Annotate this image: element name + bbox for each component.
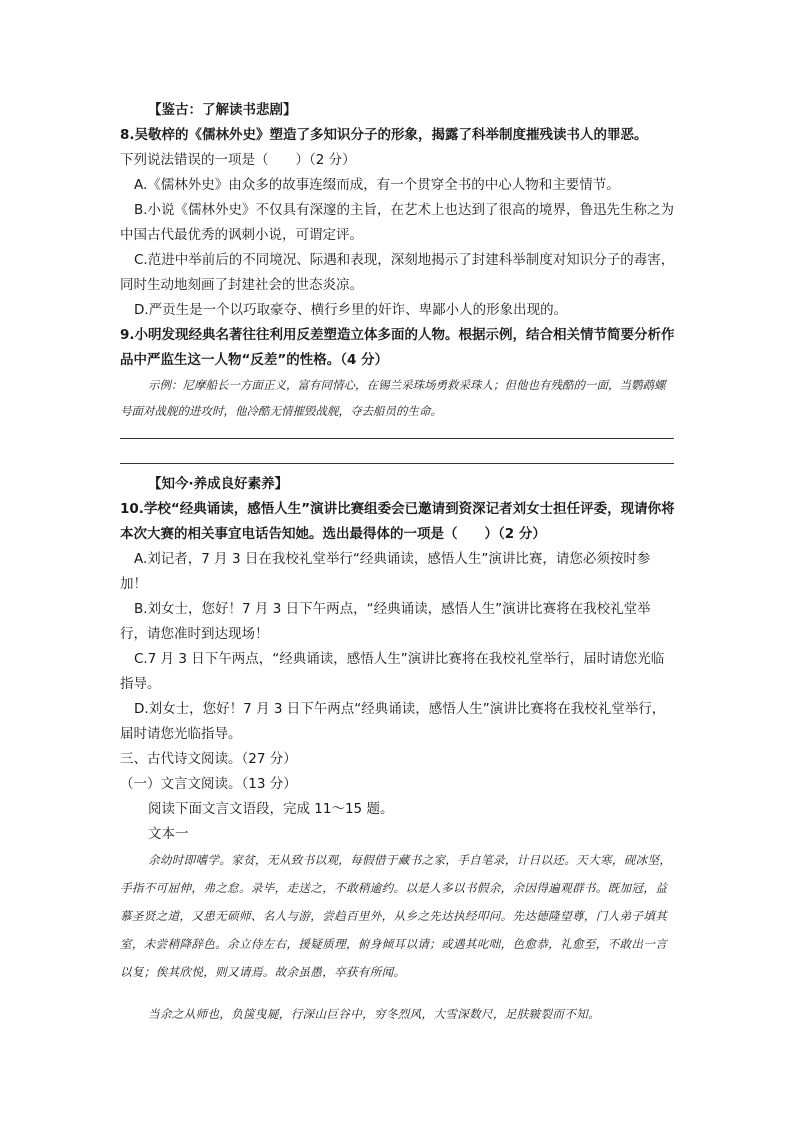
part3-heading: 三、古代诗文阅读。（27 分） [120,751,297,767]
q8-stem-line1: 8.吴敬梓的《儒林外史》塑造了多知识分子的形象，揭露了科举制度摧残读书人的罪恶。 [120,127,648,143]
passage-paragraph-2: 当余之从师也，负箧曳屣，行深山巨谷中，穷冬烈风，大雪深数尺，足肤皲裂而不知。 [148,1007,600,1021]
q9-stem: 9.小明发现经典名著往往利用反差塑造立体多面的人物。根据示例，结合相关情节简要分析作品中严监生这一人物“反差”的性格。（4 分） [120,327,675,368]
q9-example: 示例：尼摩船长一方面正义，富有同情心，在锡兰采珠场勇救采珠人；但他也有残酷的一面，当鹦鹉螺号面对战舰的进攻时，他冷酷无情摧毁战舰，夺去船员的生命。 [120,378,666,418]
q10-option-d: D.刘女士，您好！7 月 3 日下午两点“经典诵读，感悟人生”演讲比赛将在我校礼堂举行，届时请您光临指导。 [120,701,666,742]
q8-stem-line2: 下列说法错误的一项是（ ）（2 分） [120,152,356,168]
section2-heading: 【知今·养成良好素养】 [148,476,289,492]
q8-option-c: C.范进中举前后的不同境况、际遇和表现，深刻地揭示了封建科举制度对知识分子的毒害，同时生动地刻画了封建社会的世态炎凉。 [120,252,675,293]
text1-label: 文本一 [148,826,189,842]
q10-option-c: C.7 月 3 日下午两点，“经典诵读，感悟人生”演讲比赛将在我校礼堂举行，届时请您光临指导。 [120,651,665,692]
q10-option-b: B.刘女士，您好！7 月 3 日下午两点，“经典诵读，感悟人生”演讲比赛将在我校礼堂举行，请您准时到达现场！ [120,601,651,642]
answer-line-1 [120,438,674,439]
q10-option-a: A.刘记者，7 月 3 日在我校礼堂举行“经典诵读，感悟人生”演讲比赛，请您必须按时参加！ [120,551,651,592]
q8-option-d: D.严贡生是一个以巧取豪夺、横行乡里的奸诈、卑鄙小人的形象出现的。 [134,302,568,318]
section1-heading: 【鉴古：了解读书悲剧】 [148,102,297,118]
sub1-heading: （一）文言文阅读。（13 分） [120,776,297,792]
q8-option-b: B.小说《儒林外史》不仅具有深邃的主旨，在艺术上也达到了很高的境界，鲁迅先生称之为中国古代最优秀的讽刺小说，可谓定评。 [120,202,675,243]
instruction: 阅读下面文言文语段，完成 11～15 题。 [148,801,394,817]
q10-stem: 10.学校“经典诵读，感悟人生”演讲比赛组委会已邀请到资深记者刘女士担任评委，现请你将本次大赛的相关事宜电话告知她。选出最得体的一项是（ ）（2 分） [120,501,675,542]
q8-option-a: A.《儒林外史》由众多的故事连缀而成，有一个贯穿全书的中心人物和主要情节。 [134,177,620,193]
answer-line-2 [120,463,674,464]
passage-paragraph-1: 余幼时即嗜学。家贫，无从致书以观，每假借于藏书之家，手自笔录，计日以还。天大寒，砚冰坚，手指不可屈伸，弗之怠。录毕，走送之，不敢稍逾约。以是人多以书假余，余因得遍观群书。既加冠，益慕圣贤之道，又患无硕师、名人与游，尝趋百里外，从乡之先达执经叩问。先达德隆望尊，门人弟子填其室，未尝稍降辞色。余立侍左右，援疑质理，俯身倾耳以请；或遇其叱咄，色愈恭，礼愈至，不敢出一言以复；俟其欣悦，则又请焉。故余虽愚，卒获有所闻。 [120,853,672,979]
